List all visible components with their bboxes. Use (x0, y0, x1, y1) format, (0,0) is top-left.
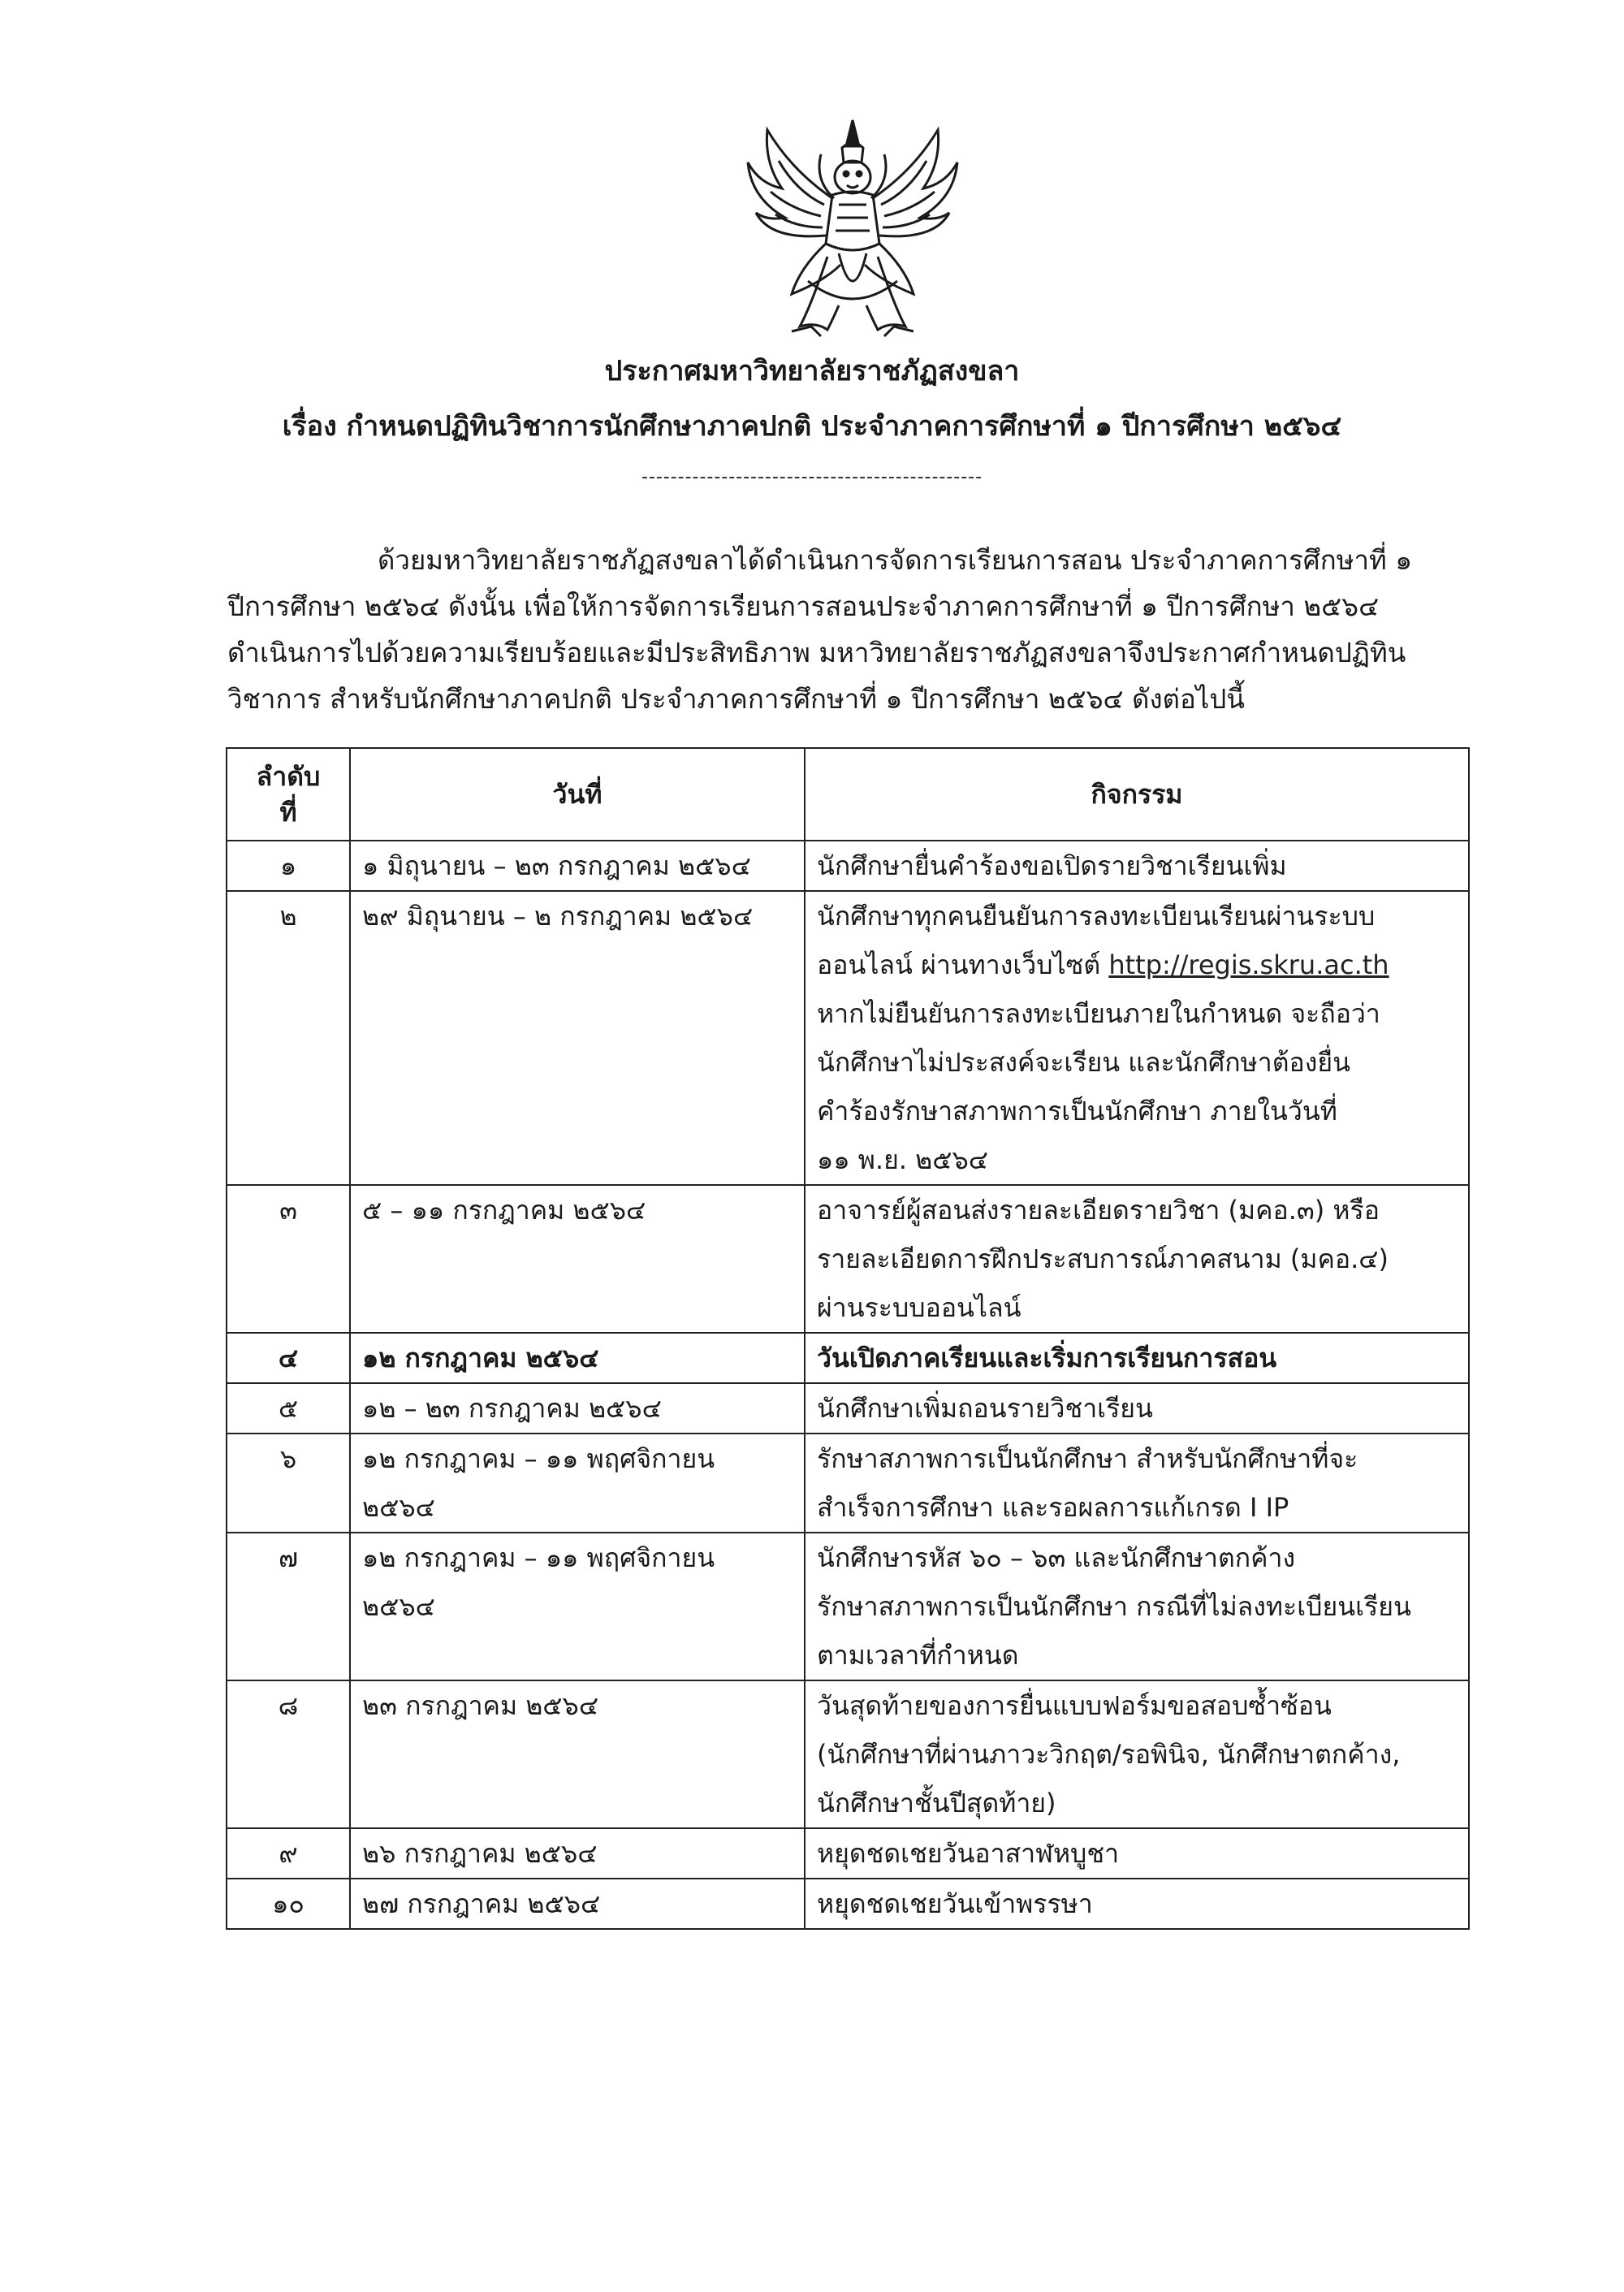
activity-text-line (817, 1879, 1457, 1928)
activity-text: รายละเอียดการฝึกประสบการณ์ภาคสนาม (มคอ.๔) (817, 1243, 1389, 1274)
row-activity-cell (805, 1333, 1469, 1383)
activity-text: นักศึกษายื่นคำร้องขอเปิดรายวิชาเรียนเพิ่ม (817, 850, 1287, 881)
activity-text-line (817, 1631, 1457, 1680)
row-date-cell (350, 1434, 805, 1533)
activity-text-line (817, 1533, 1457, 1582)
row-activity-cell (805, 1879, 1469, 1929)
announcement-title: ประกาศมหาวิทยาลัยราชภัฏสงขลา (604, 355, 1020, 387)
row-number-cell: ๗ (227, 1533, 350, 1680)
activity-text-line (817, 941, 1457, 989)
row-activity-cell (805, 891, 1469, 1185)
activity-text-line (817, 989, 1457, 1038)
date-text-line: ๒๓ กรกฎาคม ๒๕๖๔ (362, 1690, 599, 1721)
row-activity-cell (805, 1533, 1469, 1680)
row-activity-cell (805, 1383, 1469, 1434)
header-date: วันที่ (350, 748, 805, 841)
table-header-row (227, 748, 1469, 841)
activity-text-line (817, 841, 1457, 890)
row-date-cell (350, 1680, 805, 1828)
date-text-line: ๑๒ กรกฎาคม – ๑๑ พฤศจิกายน (362, 1542, 715, 1573)
row-number-cell: ๙ (227, 1828, 350, 1879)
date-text-line: ๒๕๖๔ (362, 1492, 435, 1523)
activity-text-line (817, 1334, 1457, 1382)
activity-text: ตามเวลาที่กำหนด (817, 1640, 1019, 1671)
date-text-line: ๒๗ กรกฎาคม ๒๕๖๔ (362, 1888, 601, 1919)
activity-text: วันเปิดภาคเรียนและเริ่มการเรียนการสอน (817, 1343, 1277, 1373)
activity-text-line (817, 1235, 1457, 1283)
activity-text-line (817, 1582, 1457, 1631)
activity-text: หยุดชดเชยวันอาสาฬหบูชา (817, 1838, 1120, 1869)
activity-text-line (817, 1283, 1457, 1332)
table-row (227, 1383, 1469, 1434)
date-text-line: ๒๖ กรกฎาคม ๒๕๖๔ (362, 1838, 598, 1869)
activity-text: นักศึกษาทุกคนยืนยันการลงทะเบียนเรียนผ่านระบบ (817, 901, 1376, 932)
activity-text: หากไม่ยืนยันการลงทะเบียนภายในกำหนด จะถือว่า (817, 998, 1380, 1029)
activity-text: ออนไลน์ ผ่านทางเว็บไซต์ (817, 949, 1109, 980)
row-activity-cell (805, 1828, 1469, 1879)
activity-text: นักศึกษาเพิ่มถอนรายวิชาเรียน (817, 1393, 1153, 1424)
row-date-cell (350, 1383, 805, 1434)
activity-text: รักษาสภาพการเป็นนักศึกษา กรณีที่ไม่ลงทะเบียนเรียน (817, 1591, 1411, 1622)
activity-text: ผ่านระบบออนไลน์ (817, 1292, 1021, 1323)
activity-text: นักศึกษาไม่ประสงค์จะเรียน และนักศึกษาต้องยื่น (817, 1047, 1350, 1078)
activity-text-line (817, 892, 1457, 941)
intro-paragraph-line: ด้วยมหาวิทยาลัยราชภัฏสงขลาได้ดำเนินการจัดการเรียนการสอน ประจำภาคการศึกษาที่ ๑ (378, 544, 1413, 576)
activity-text: วันสุดท้ายของการยื่นแบบฟอร์มขอสอบซ้ำซ้อน (817, 1690, 1332, 1721)
header-order-label-line1: ลำดับ (256, 761, 321, 792)
row-number-cell: ๓ (227, 1185, 350, 1333)
activity-text: อาจารย์ผู้สอนส่งรายละเอียดรายวิชา (มคอ.๓) หรือ (817, 1195, 1380, 1226)
intro-paragraph-line: วิชาการ สำหรับนักศึกษาภาคปกติ ประจำภาคการศึกษาที่ ๑ ปีการศึกษา ๒๕๖๔ ดังต่อไปนี้ (227, 683, 1245, 715)
activity-text: คำร้องรักษาสภาพการเป็นนักศึกษา ภายในวันที่ (817, 1096, 1337, 1127)
header-order-number (227, 748, 350, 841)
table-row (227, 1680, 1469, 1828)
row-number-cell: ๑๐ (227, 1879, 350, 1929)
activity-text: นักศึกษาชั้นปีสุดท้าย) (817, 1788, 1056, 1818)
activity-text-line (817, 1829, 1457, 1878)
row-date-cell (350, 1185, 805, 1333)
row-activity-cell (805, 1680, 1469, 1828)
date-text-line: ๑๒ – ๒๓ กรกฎาคม ๒๕๖๔ (362, 1393, 662, 1424)
row-activity-cell (805, 1185, 1469, 1333)
row-date-cell (350, 1533, 805, 1680)
registration-website-link[interactable]: http://regis.skru.ac.th (1108, 949, 1389, 980)
activity-text-line (817, 1779, 1457, 1827)
header-order-label-line2: ที่ (279, 797, 297, 828)
table-row (227, 891, 1469, 1185)
date-text-line: ๑๒ กรกฎาคม – ๑๑ พฤศจิกายน (362, 1443, 715, 1474)
activity-text-line (817, 1730, 1457, 1779)
activity-text: สำเร็จการศึกษา และรอผลการแก้เกรด I IP (817, 1492, 1289, 1523)
table-row (227, 841, 1469, 891)
intro-paragraph-line: ดำเนินการไปด้วยความเรียบร้อยและมีประสิทธิภาพ มหาวิทยาลัยราชภัฏสงขลาจึงประกาศกำหนดปฏิทิน (227, 637, 1406, 668)
activity-text: นักศึกษารหัส ๖๐ – ๖๓ และนักศึกษาตกค้าง (817, 1542, 1296, 1573)
intro-paragraph-line: ปีการศึกษา ๒๕๖๔ ดังนั้น เพื่อให้การจัดการเรียนการสอนประจำภาคการศึกษาที่ ๑ ปีการศึกษา ๒๕๖๔ (227, 590, 1380, 622)
table-row (227, 1828, 1469, 1879)
announcement-subject: เรื่อง กำหนดปฏิทินวิชาการนักศึกษาภาคปกติ ประจำภาคการศึกษาที่ ๑ ปีการศึกษา ๒๕๖๔ (282, 410, 1342, 443)
row-activity-cell (805, 841, 1469, 891)
garuda-emblem-icon (743, 114, 962, 341)
table-body (227, 841, 1469, 1929)
header-activity: กิจกรรม (805, 748, 1469, 841)
row-date-cell (350, 1879, 805, 1929)
row-activity-cell (805, 1434, 1469, 1533)
table-row (227, 1333, 1469, 1383)
row-number-cell: ๑ (227, 841, 350, 891)
table-row (227, 1185, 1469, 1333)
date-text-line: ๑๒ กรกฎาคม ๒๕๖๔ (362, 1343, 599, 1373)
activity-text-line (817, 1483, 1457, 1532)
row-date-cell (350, 1828, 805, 1879)
table-row (227, 1879, 1469, 1929)
table-row (227, 1434, 1469, 1533)
row-number-cell: ๔ (227, 1333, 350, 1383)
date-text-line: ๑ มิถุนายน – ๒๓ กรกฎาคม ๒๕๖๔ (362, 850, 751, 881)
activity-text: ๑๑ พ.ย. ๒๕๖๔ (817, 1144, 988, 1175)
activity-text-line (817, 1135, 1457, 1184)
date-text-line: ๒๙ มิถุนายน – ๒ กรกฎาคม ๒๕๖๔ (362, 901, 754, 932)
date-text-line: ๒๕๖๔ (362, 1591, 435, 1622)
activity-text-line (817, 1186, 1457, 1235)
row-date-cell (350, 891, 805, 1185)
activity-text: หยุดชดเชยวันเข้าพรรษา (817, 1888, 1093, 1919)
activity-text-line (817, 1087, 1457, 1135)
row-number-cell: ๘ (227, 1680, 350, 1828)
table-row (227, 1533, 1469, 1680)
activity-text-line (817, 1434, 1457, 1483)
date-text-line: ๕ – ๑๑ กรกฎาคม ๒๕๖๔ (362, 1195, 646, 1226)
row-number-cell: ๒ (227, 891, 350, 1185)
row-number-cell: ๕ (227, 1383, 350, 1434)
row-number-cell: ๖ (227, 1434, 350, 1533)
activity-text-line (817, 1681, 1457, 1730)
activity-text-line (817, 1038, 1457, 1087)
activity-text-line (817, 1384, 1457, 1433)
activity-text: รักษาสภาพการเป็นนักศึกษา สำหรับนักศึกษาที่จะ (817, 1443, 1358, 1474)
activity-text: (นักศึกษาที่ผ่านภาวะวิกฤต/รอพินิจ, นักศึกษาตกค้าง, (817, 1739, 1401, 1770)
academic-calendar-table (226, 747, 1470, 1930)
separator-rule: ----------------------------------------------- (641, 467, 983, 487)
row-date-cell (350, 841, 805, 891)
row-date-cell (350, 1333, 805, 1383)
